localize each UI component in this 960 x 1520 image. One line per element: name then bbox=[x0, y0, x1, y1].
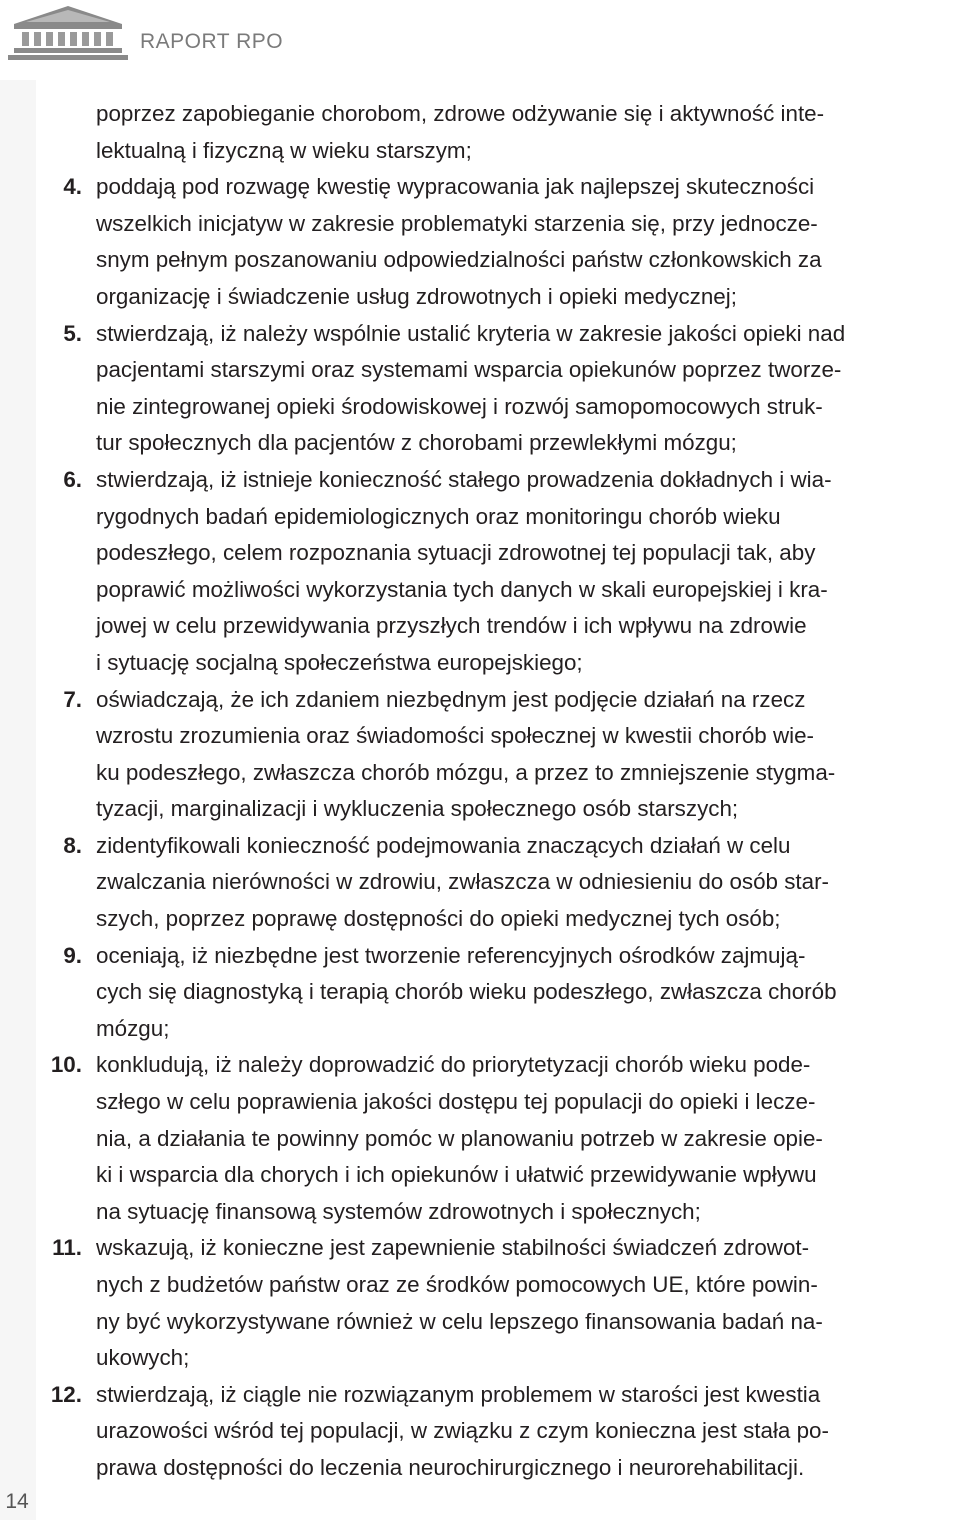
page-number: 14 bbox=[5, 1490, 29, 1513]
list-item bbox=[40, 938, 958, 1048]
item-number: 9. bbox=[63, 942, 82, 968]
item-text: poddają pod rozwagę kwestię wypracowania jak najlepszej skuteczności wszelkich inicjatyw w zakresie problematyki starzenia się, przy jednocze- snym pełnym poszanowaniu odpowiedzialności państw członkowskich za organizację i świadczenie usług zdrowotnych i opieki medycznej; bbox=[96, 174, 822, 309]
item-number: 5. bbox=[63, 320, 82, 346]
side-margin-bar bbox=[0, 80, 36, 1520]
page-header bbox=[0, 0, 960, 80]
list-item bbox=[40, 96, 958, 169]
list-item bbox=[40, 1230, 958, 1376]
list-item bbox=[40, 1377, 958, 1487]
building-logo-icon bbox=[8, 2, 128, 62]
item-number: 7. bbox=[63, 686, 82, 712]
item-number: 4. bbox=[63, 174, 82, 200]
list-item bbox=[40, 682, 958, 828]
list-item bbox=[40, 1047, 958, 1230]
item-text: poprzez zapobieganie chorobom, zdrowe odżywanie się i aktywność inte- lektualną i fizyczną w wieku starszym; bbox=[96, 101, 825, 163]
list-item bbox=[40, 828, 958, 938]
item-number: 11. bbox=[52, 1235, 82, 1261]
item-text: zidentyfikowali konieczność podejmowania znaczących działań w celu zwalczania nierówności w zdrowiu, zwłaszcza w odniesieniu do osób star- szych, poprzez poprawę dostępności do opieki medycznej tych osób; bbox=[96, 832, 829, 932]
item-number: 12. bbox=[50, 1381, 82, 1407]
item-text: stwierdzają, iż należy wspólnie ustalić kryteria w zakresie jakości opieki nad pacjentami starszymi oraz systemami wsparcia opiekunów poprzez tworze- nie zintegrowanej opieki środowiskowej i rozwój samopomocowych struk- tur społecznych dla pacjentów z chorobami przewlekłymi mózgu; bbox=[96, 320, 846, 456]
item-text: wskazują, iż konieczne jest zapewnienie stabilności świadczeń zdrowot- nych z budżetów państw oraz ze środków pomocowych UE, które powin- ny być wykorzystywane również w celu lepszego finansowania badań na- ukowych; bbox=[96, 1235, 823, 1371]
item-number: 8. bbox=[63, 832, 82, 858]
item-text: oceniają, iż niezbędne jest tworzenie referencyjnych ośrodków zajmują- cych się diagnostyką i terapią chorób wieku podeszłego, zwłaszcza chorób mózgu; bbox=[96, 942, 837, 1041]
item-number: 6. bbox=[63, 466, 82, 492]
list-item bbox=[40, 462, 958, 682]
header-title: RAPORT RPO bbox=[140, 30, 284, 53]
document-body bbox=[40, 96, 958, 1487]
list-item bbox=[40, 169, 958, 315]
item-text: konkludują, iż należy doprowadzić do priorytetyzacji chorób wieku pode- szłego w celu poprawienia jakości dostępu tej populacji do opieki i lecze- nia, a działania te powinny pomóc w planowaniu potrzeb w zakresie opie- ki i wsparcia dla chorych i ich opiekunów i ułatwić przewidywanie wpływu na sytuację finansową systemów zdrowotnych i społecznych; bbox=[96, 1052, 823, 1224]
item-text: oświadczają, że ich zdaniem niezbędnym jest podjęcie działań na rzecz wzrostu zrozumienia oraz świadomości społecznej w kwestii chorób wie- ku podeszłego, zwłaszcza chorób mózgu, a przez to zmniejszenie stygma- tyzacji, marginalizacji i wykluczenia społecznego osób starszych; bbox=[96, 686, 836, 822]
list-item bbox=[40, 316, 958, 462]
item-text: stwierdzają, iż ciągle nie rozwiązanym problemem w starości jest kwestia urazowości wśród tej populacji, w związku z czym konieczna jest stała po- prawa dostępności do leczenia neurochirurgicznego i neurorehabilitacji. bbox=[96, 1381, 829, 1480]
item-text: stwierdzają, iż istnieje konieczność stałego prowadzenia dokładnych i wia- rygodnych badań epidemiologicznych oraz monitoringu chorób wieku podeszłego, celem rozpoznania sytuacji zdrowotnej tej populacji tak, aby poprawić możliwości wykorzystania tych danych w skali europejskiej i kra- jowej w celu przewidywania przyszłych trendów i ich wpływu na zdrowie i sytuację socjalną społeczeństwa europejskiego; bbox=[96, 466, 832, 675]
item-number: 10. bbox=[50, 1052, 82, 1078]
